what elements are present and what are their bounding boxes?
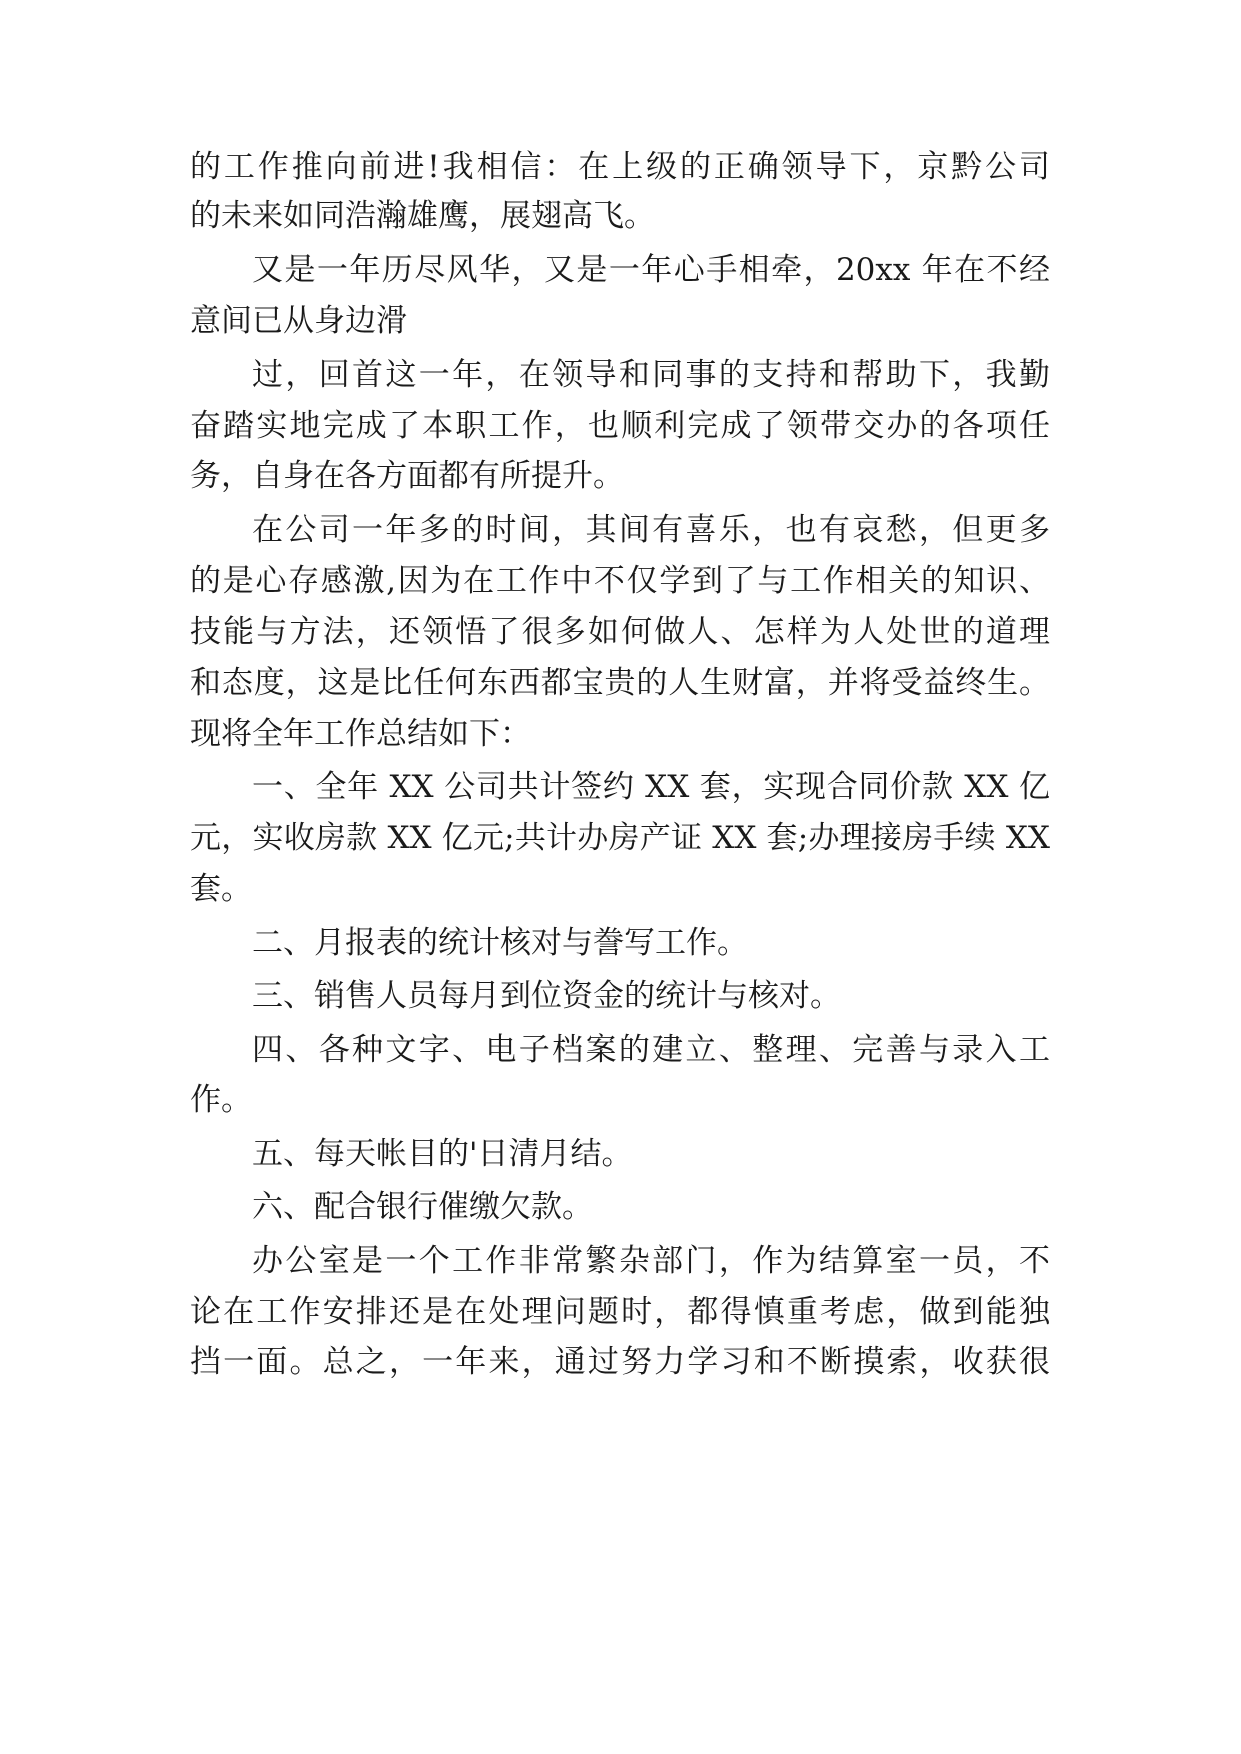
text-line: 三、销售人员每月到位资金的统计与核对。 (252, 978, 841, 1014)
text-line: 一、全年 XX 公司共计签约 XX 套，实现合同价款 XX 亿 (252, 769, 1050, 805)
text-line: 技能与方法，还领悟了很多如何做人、怎样为人处世的道理 (190, 614, 1050, 650)
text-line: 在公司一年多的时间，其间有喜乐，也有哀愁，但更多 (252, 512, 1050, 548)
text-line: 套。 (190, 871, 252, 907)
text-line: 六、配合银行催缴欠款。 (252, 1189, 593, 1225)
text-line: 二、月报表的统计核对与誊写工作。 (252, 925, 748, 961)
text-line: 奋踏实地完成了本职工作，也顺利完成了领带交办的各项任 (190, 408, 1050, 444)
text-line: 现将全年工作总结如下： (190, 716, 531, 752)
text-line: 五、每天帐目的'日清月结。 (252, 1136, 633, 1172)
text-line: 论在工作安排还是在处理问题时，都得慎重考虑，做到能独 (190, 1294, 1050, 1330)
text-line: 的工作推向前进!我相信：在上级的正确领导下，京黔公司 (190, 149, 1050, 185)
text-line: 又是一年历尽风华，又是一年心手相牵，20xx 年在不经 (252, 252, 1050, 288)
text-line: 过，回首这一年，在领导和同事的支持和帮助下，我勤 (252, 357, 1050, 393)
text-line: 挡一面。总之，一年来，通过努力学习和不断摸索，收获很 (190, 1344, 1050, 1380)
text-line: 和态度，这是比任何东西都宝贵的人生财富，并将受益终生。 (190, 665, 1050, 701)
text-line: 办公室是一个工作非常繁杂部门，作为结算室一员，不 (252, 1243, 1050, 1279)
text-line: 的未来如同浩瀚雄鹰，展翅高飞。 (190, 198, 655, 234)
text-line: 四、各种文字、电子档案的建立、整理、完善与录入工 (252, 1032, 1050, 1068)
text-line: 的是心存感激,因为在工作中不仅学到了与工作相关的知识、 (190, 563, 1050, 599)
text-line: 意间已从身边滑 (190, 303, 407, 339)
text-line: 元，实收房款 XX 亿元;共计办房产证 XX 套;办理接房手续 XX (190, 820, 1050, 856)
text-line: 作。 (190, 1082, 252, 1118)
text-line: 务，自身在各方面都有所提升。 (190, 458, 624, 494)
